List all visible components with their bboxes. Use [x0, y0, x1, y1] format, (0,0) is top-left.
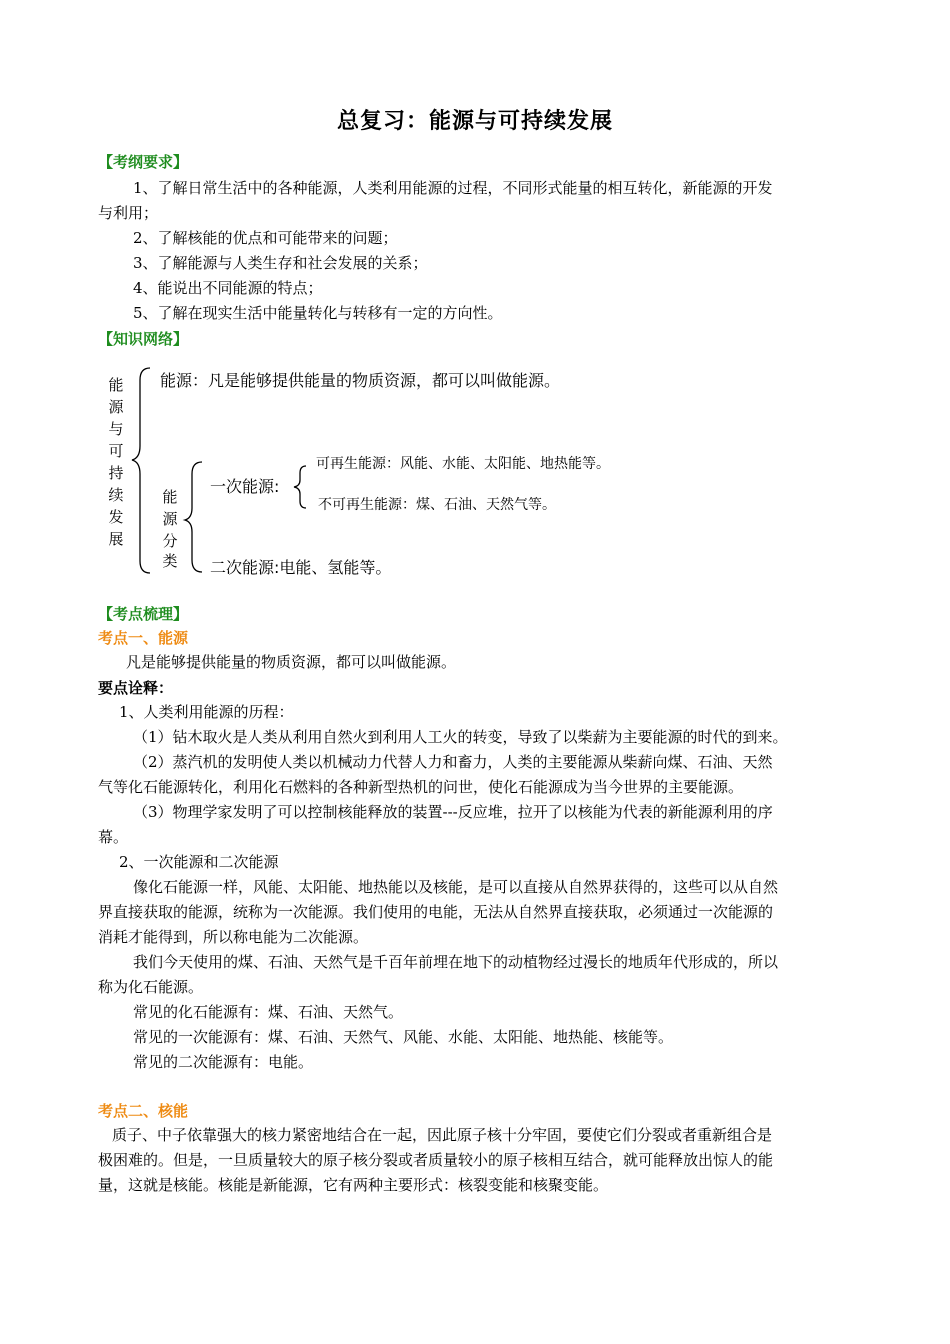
class-char: 类 [162, 552, 178, 570]
root-char: 可 [108, 442, 124, 460]
point1-line: （2）蒸汽机的发明使人类以机械动力代替人力和畜力，人类的主要能源从柴薪向煤、石油、天然 [133, 753, 773, 771]
primary-brace [294, 466, 306, 508]
renewable-energy: 可再生能源：风能、水能、太阳能、地热能等。 [316, 456, 610, 472]
point1-line: 常见的化石能源有：煤、石油、天然气。 [133, 1003, 404, 1021]
syllabus-item: 2、了解核能的优点和可能带来的问题； [133, 229, 398, 247]
classification-brace [185, 462, 202, 572]
knowledge-network-diagram [98, 356, 658, 594]
point1-line: 界直接获取的能源，统称为一次能源。我们使用的电能，无法从自然界直接获取，必须通过一次能源的 [98, 903, 774, 921]
point1-line: 像化石能源一样，风能、太阳能、地热能以及核能，是可以直接从自然界获得的，这些可以从自然 [133, 878, 779, 896]
point1-line: 1、人类利用能源的历程： [119, 703, 294, 721]
syllabus-item: 1、了解日常生活中的各种能源，人类利用能源的过程，不同形式能量的相互转化，新能源的开发 [133, 179, 773, 197]
primary-energy-label: 一次能源: [210, 477, 280, 496]
class-char: 分 [162, 532, 178, 550]
point1-line: 气等化石能源转化，利用化石燃料的各种新型热机的问世，使化石能源成为当今世界的主要能源。 [98, 778, 744, 796]
point1-line: （3）物理学家发明了可以控制核能释放的装置---反应堆，拉开了以核能为代表的新能源利用的序 [133, 803, 773, 821]
point2-line: 极困难的。但是，一旦质量较大的原子核分裂或者质量较小的原子核相互结合，就可能释放出惊人的能 [98, 1151, 774, 1169]
point2-line: 量，这就是核能。核能是新能源，它有两种主要形式：核裂变能和核聚变能。 [98, 1176, 609, 1194]
syllabus-item: 3、了解能源与人类生存和社会发展的关系； [133, 254, 428, 272]
class-char: 能 [162, 488, 178, 506]
point1-line: 常见的二次能源有：电能。 [133, 1053, 314, 1071]
root-char: 发 [108, 508, 124, 526]
root-char: 能 [108, 376, 124, 394]
point1-line: 2、一次能源和二次能源 [119, 853, 279, 871]
point1-line: 我们今天使用的煤、石油、天然气是千百年前埋在地下的动植物经过漫长的地质年代形成的，所以 [133, 953, 779, 971]
root-char: 持 [108, 464, 124, 482]
section-heading-network: 【知识网络】 [98, 330, 189, 348]
class-char: 源 [162, 510, 178, 528]
point1-line: 称为化石能源。 [98, 978, 204, 996]
point2-heading: 考点二、核能 [98, 1102, 189, 1120]
point1-line: （1）钻木取火是人类从利用自然火到利用人工火的转变，导致了以柴薪为主要能源的时代的到来。 [133, 728, 788, 746]
point2-line: 质子、中子依靠强大的核力紧密地结合在一起，因此原子核十分牢固，要使它们分裂或者重新组合是 [112, 1126, 773, 1144]
explain-heading: 要点诠释： [98, 679, 174, 697]
point1-line: 消耗才能得到，所以称电能为二次能源。 [98, 928, 369, 946]
root-char: 展 [108, 530, 124, 548]
nonrenewable-energy: 不可再生能源：煤、石油、天然气等。 [318, 497, 556, 513]
page-title: 总复习：能源与可持续发展 [336, 109, 613, 134]
point1-definition: 凡是能够提供能量的物质资源，都可以叫做能源。 [126, 653, 457, 671]
section-heading-syllabus: 【考纲要求】 [98, 153, 189, 171]
root-char: 续 [108, 486, 124, 504]
syllabus-item: 5、了解在现实生活中能量转化与转移有一定的方向性。 [133, 304, 503, 322]
syllabus-item: 4、能说出不同能源的特点； [133, 279, 323, 297]
section-heading-points: 【考点梳理】 [98, 605, 189, 623]
energy-definition: 能源：凡是能够提供能量的物质资源，都可以叫做能源。 [160, 371, 561, 390]
root-char: 源 [108, 398, 124, 416]
point1-heading: 考点一、能源 [98, 629, 189, 647]
root-char: 与 [108, 420, 124, 438]
main-brace [132, 368, 150, 573]
secondary-energy-label: 二次能源:电能、氢能等。 [210, 558, 392, 577]
point1-line: 幕。 [98, 828, 129, 846]
point1-line: 常见的一次能源有：煤、石油、天然气、风能、水能、太阳能、地热能、核能等。 [133, 1028, 674, 1046]
syllabus-item: 与利用； [98, 204, 159, 222]
